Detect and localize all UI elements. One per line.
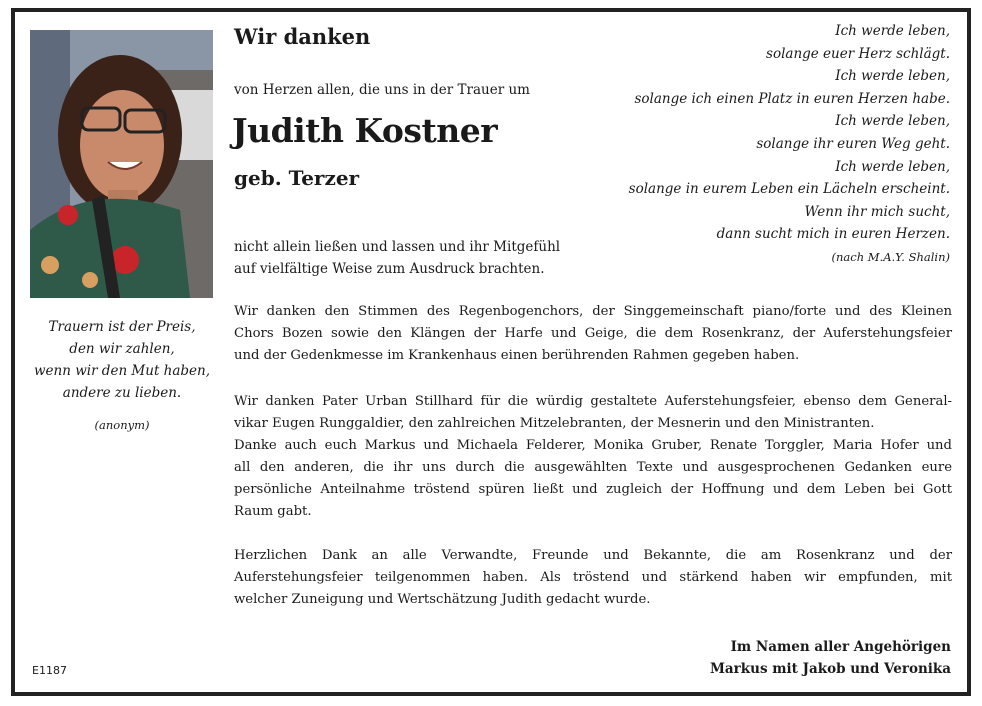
poem-line: Ich werde leben,: [835, 158, 950, 175]
text-line: Wir danken Pater Urban Stillhard für die würdig gestaltete Auferstehungsfeier, ebenso dem General-: [234, 394, 952, 409]
birth-name: geb. Terzer: [234, 166, 360, 190]
text-line: Auferstehungsfeier teilgenommen haben. Als tröstend und stärkend haben wir empfunden, mit: [234, 570, 952, 585]
text-line: all den anderen, die ihr uns durch die ausgewählten Texte und ausgesprochenen Gedanken eure: [234, 460, 952, 475]
quote-line: Trauern ist der Preis,: [48, 319, 196, 335]
quote-line: andere zu lieben.: [62, 385, 182, 401]
text-line: und der Gedenkmesse im Krankenhaus einen berührenden Rahmen gegeben haben.: [234, 348, 800, 363]
paragraph-clergy: [234, 391, 952, 523]
support-text: [234, 236, 560, 280]
poem-source: (nach M.A.Y. Shalin): [831, 249, 950, 264]
signature-line: Markus mit Jakob und Veronika: [709, 661, 951, 677]
poem-line: solange ihr euren Weg geht.: [756, 135, 950, 152]
support-line: auf vielfältige Weise zum Ausdruck brachten.: [234, 261, 545, 277]
quote-line: den wir zahlen,: [69, 341, 175, 357]
poem-line: solange in eurem Leben ein Lächeln erscheint.: [628, 181, 950, 198]
text-line: Herzlichen Dank an alle Verwandte, Freunde und Bekannte, die am Rosenkranz und der: [234, 548, 952, 563]
notice-code: E1187: [32, 664, 67, 677]
text-line: Wir danken den Stimmen des Regenbogenchors, der Singgemeinschaft piano/forte und des Kleinen: [234, 304, 952, 319]
text-line: persönliche Anteilnahme tröstend spüren ließt und zugleich der Hoffnung und dem Leben bei Gott: [234, 482, 952, 497]
text-line: Danke auch euch Markus und Michaela Felderer, Monika Gruber, Renate Torggler, Maria Hofer und: [234, 438, 952, 453]
text-line: welcher Zuneigung und Wertschätzung Judith gedacht wurde.: [234, 592, 651, 607]
poem-line: Ich werde leben,: [835, 68, 950, 85]
deceased-name: Judith Kostner: [232, 111, 498, 150]
poem-line: Ich werde leben,: [835, 113, 950, 130]
poem: [629, 20, 950, 269]
intro-text: von Herzen allen, die uns in der Trauer um: [234, 82, 530, 98]
quote-source: (anonym): [94, 418, 150, 432]
text-line: Chors Bozen sowie den Klängen der Harfe und Geige, die dem Rosenkranz, der Auferstehungsfeier: [234, 326, 952, 341]
text-line: Raum gabt.: [234, 504, 312, 519]
poem-line: Ich werde leben,: [835, 23, 950, 39]
quote-line: wenn wir den Mut haben,: [33, 363, 211, 379]
paragraph-choirs: [234, 301, 952, 367]
signature: [710, 636, 951, 680]
poem-line: solange ich einen Platz in euren Herzen habe.: [634, 90, 950, 107]
support-line: nicht allein ließen und lassen und ihr Mitgefühl: [234, 239, 561, 255]
portrait-photo: [30, 30, 213, 298]
poem-line: solange euer Herz schlägt.: [766, 45, 950, 62]
heading: Wir danken: [234, 24, 371, 49]
poem-line: dann sucht mich in euren Herzen.: [716, 226, 950, 243]
poem-line: Wenn ihr mich sucht,: [804, 203, 950, 220]
paragraph-relatives: [234, 545, 952, 611]
text-line: vikar Eugen Runggaldier, den zahlreichen Mitzelebranten, der Mesnerin und den Ministranten.: [234, 416, 875, 431]
signature-line: Im Namen aller Angehörigen: [730, 639, 951, 655]
quote: [30, 316, 214, 436]
